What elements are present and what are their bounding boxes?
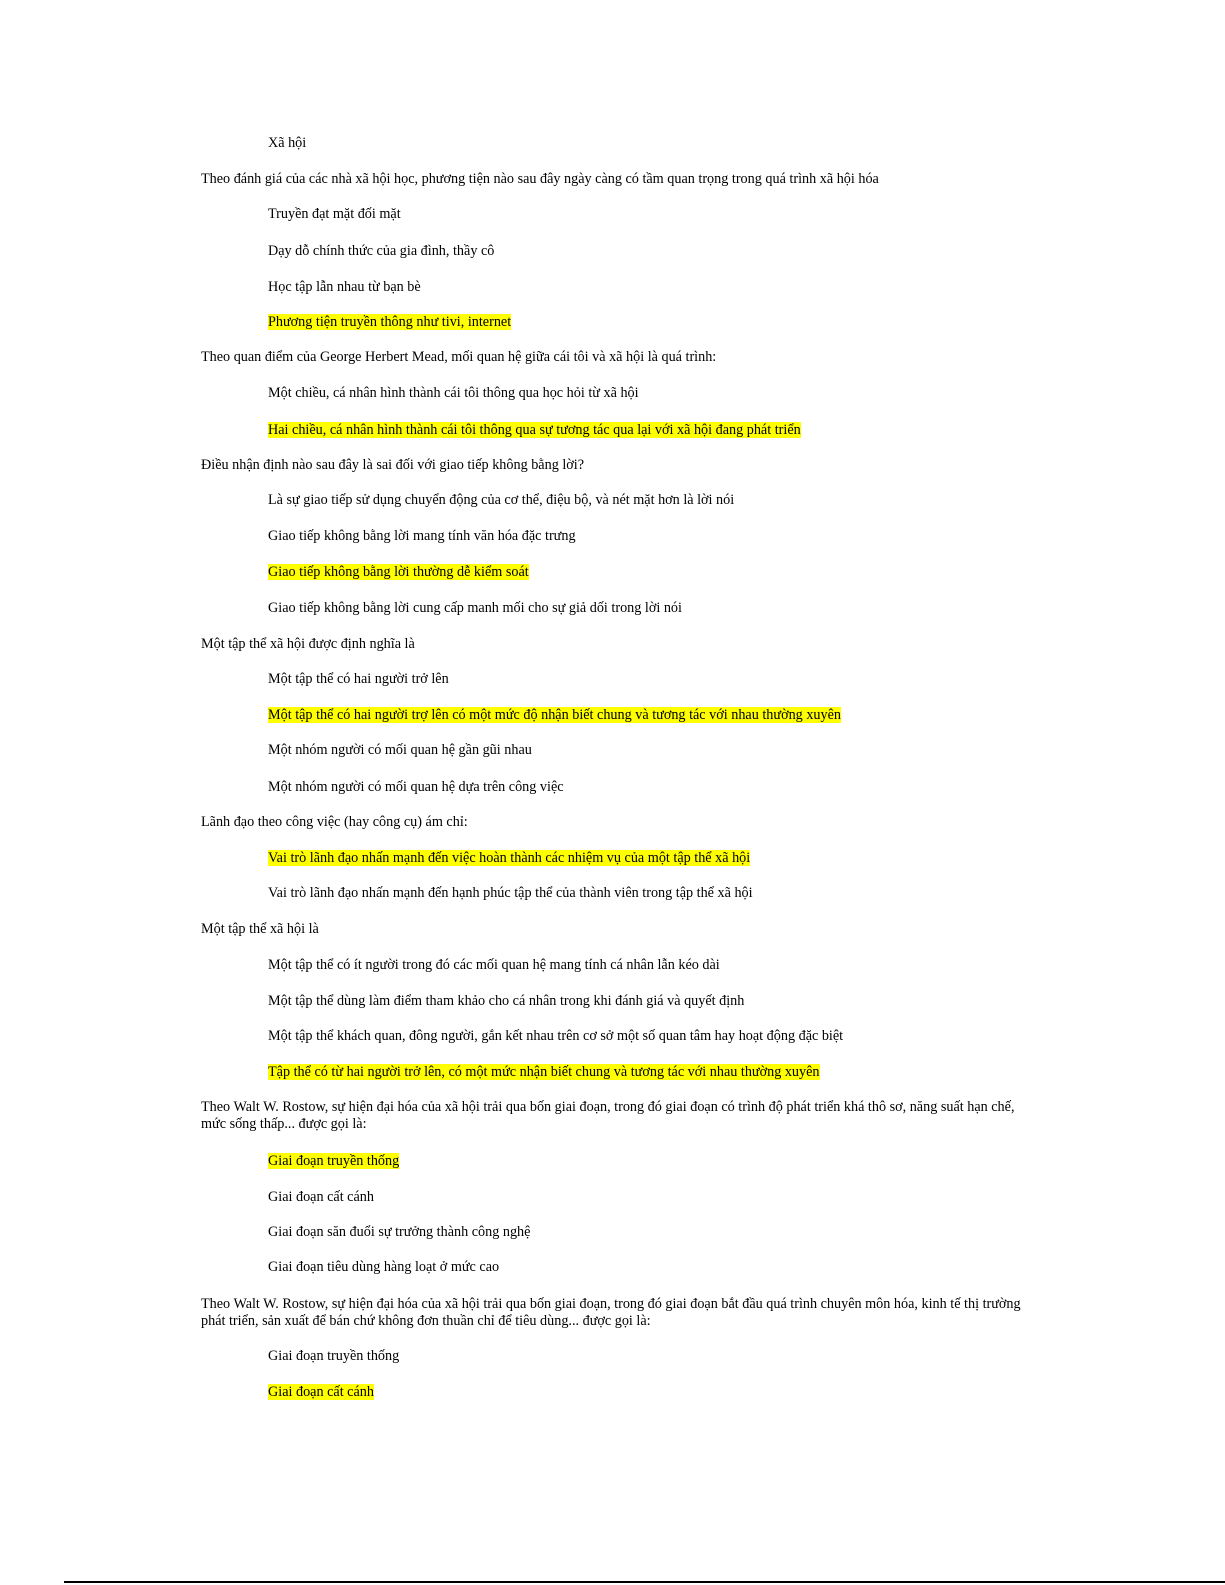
question-text: Một tập thể xã hội là [201,921,319,937]
option-text: Là sự giao tiếp sử dụng chuyển động của cơ thể, điệu bộ, và nét mặt hơn là lời nói [268,492,735,508]
option-text: Giao tiếp không bằng lời mang tính văn hóa đặc trưng [268,528,576,544]
answer-option [268,957,720,974]
page-bottom-rule [64,1581,1225,1583]
highlighted-answer: Tập thể có từ hai người trở lên, có một mức nhận biết chung và tương tác với nhau thường xuyên [268,1064,820,1080]
answer-option-correct [268,1384,374,1401]
answer-option-correct [268,1064,820,1081]
answer-option [268,1259,499,1276]
highlighted-answer: Hai chiều, cá nhân hình thành cái tôi thông qua sự tương tác qua lại với xã hội đang phát triển [268,422,801,438]
question-text: Điều nhận định nào sau đây là sai đối với giao tiếp không bằng lời? [201,457,585,473]
option-text: Truyền đạt mặt đối mặt [268,206,401,222]
option-text: Dạy dỗ chính thức của gia đình, thầy cô [268,243,495,259]
option-text: Một nhóm người có mối quan hệ dựa trên công việc [268,779,564,795]
question-text: Theo Walt W. Rostow, sự hiện đại hóa của xã hội trải qua bốn giai đoạn, trong đó giai đoạn bắt đầu quá trình chuyên môn hóa, kinh tế thị trường phát triển, sản xuất để bán chứ không đơn thuần chỉ để tiêu dùng... được gọi là: [201,1296,1021,1329]
option-text: Một tập thể có hai người trở lên [268,671,449,687]
answer-option-correct [268,564,529,581]
answer-option [268,600,682,617]
option-text: Một tập thể có ít người trong đó các mối quan hệ mang tính cá nhân lẫn kéo dài [268,957,720,973]
option-text: Học tập lẫn nhau từ bạn bè [268,279,421,295]
option-text: Vai trò lãnh đạo nhấn mạnh đến hạnh phúc tập thể của thành viên trong tập thể xã hội [268,885,753,901]
answer-option [268,135,306,152]
question-text: Theo quan điểm của George Herbert Mead, mối quan hệ giữa cái tôi và xã hội là quá trình: [201,349,717,365]
option-text: Một nhóm người có mối quan hệ gần gũi nhau [268,742,532,758]
highlighted-answer: Phương tiện truyền thông như tivi, internet [268,314,512,330]
answer-option [268,993,744,1010]
option-text: Giai đoạn cất cánh [268,1189,374,1205]
highlighted-answer: Giai đoạn cất cánh [268,1384,374,1400]
option-text: Một tập thể khách quan, đông người, gắn kết nhau trên cơ sở một số quan tâm hay hoạt động đặc biệt [268,1028,844,1044]
option-text: Xã hội [268,135,307,151]
answer-option [268,385,639,402]
answer-option [268,779,564,796]
highlighted-answer: Một tập thể có hai người trợ lên có một mức độ nhận biết chung và tương tác với nhau thường xuyên [268,707,841,723]
question-text: Theo Walt W. Rostow, sự hiện đại hóa của xã hội trải qua bốn giai đoạn, trong đó giai đoạn có trình độ phát triển khá thô sơ, năng suất hạn chế, mức sống thấp... được gọi là: [201,1099,1015,1132]
answer-option [268,243,494,260]
answer-option [268,671,449,688]
answer-option-correct [268,422,801,439]
answer-option [268,528,576,545]
question-text: Lãnh đạo theo công việc (hay công cụ) ám chỉ: [201,814,468,830]
answer-option-correct [268,1153,399,1170]
answer-option-correct [268,314,511,331]
highlighted-answer: Vai trò lãnh đạo nhấn mạnh đến việc hoàn thành các nhiệm vụ của một tập thể xã hội [268,850,751,866]
answer-option [268,492,734,509]
answer-option [268,279,421,296]
option-text: Giai đoạn truyền thống [268,1348,400,1364]
option-text: Giai đoạn tiêu dùng hàng loạt ở mức cao [268,1259,500,1275]
answer-option-correct [268,707,841,724]
option-text: Một tập thể dùng làm điểm tham khảo cho cá nhân trong khi đánh giá và quyết định [268,993,745,1009]
answer-option [268,1224,530,1241]
option-text: Giao tiếp không bằng lời cung cấp manh mối cho sự giả dối trong lời nói [268,600,682,616]
answer-option [268,1348,399,1365]
answer-option [268,742,532,759]
option-text: Giai đoạn săn đuổi sự trưởng thành công nghệ [268,1224,531,1240]
question-text: Theo đánh giá của các nhà xã hội học, phương tiện nào sau đây ngày càng có tầm quan trọng trong quá trình xã hội hóa [201,171,879,187]
answer-option [268,206,401,223]
answer-option [268,885,753,902]
highlighted-answer: Giai đoạn truyền thống [268,1153,400,1169]
answer-option [268,1028,843,1045]
answer-option [268,1189,374,1206]
answer-option-correct [268,850,750,867]
option-text: Một chiều, cá nhân hình thành cái tôi thông qua học hỏi từ xã hội [268,385,639,401]
question-text: Một tập thể xã hội được định nghĩa là [201,636,415,652]
highlighted-answer: Giao tiếp không bằng lời thường dễ kiểm soát [268,564,529,580]
